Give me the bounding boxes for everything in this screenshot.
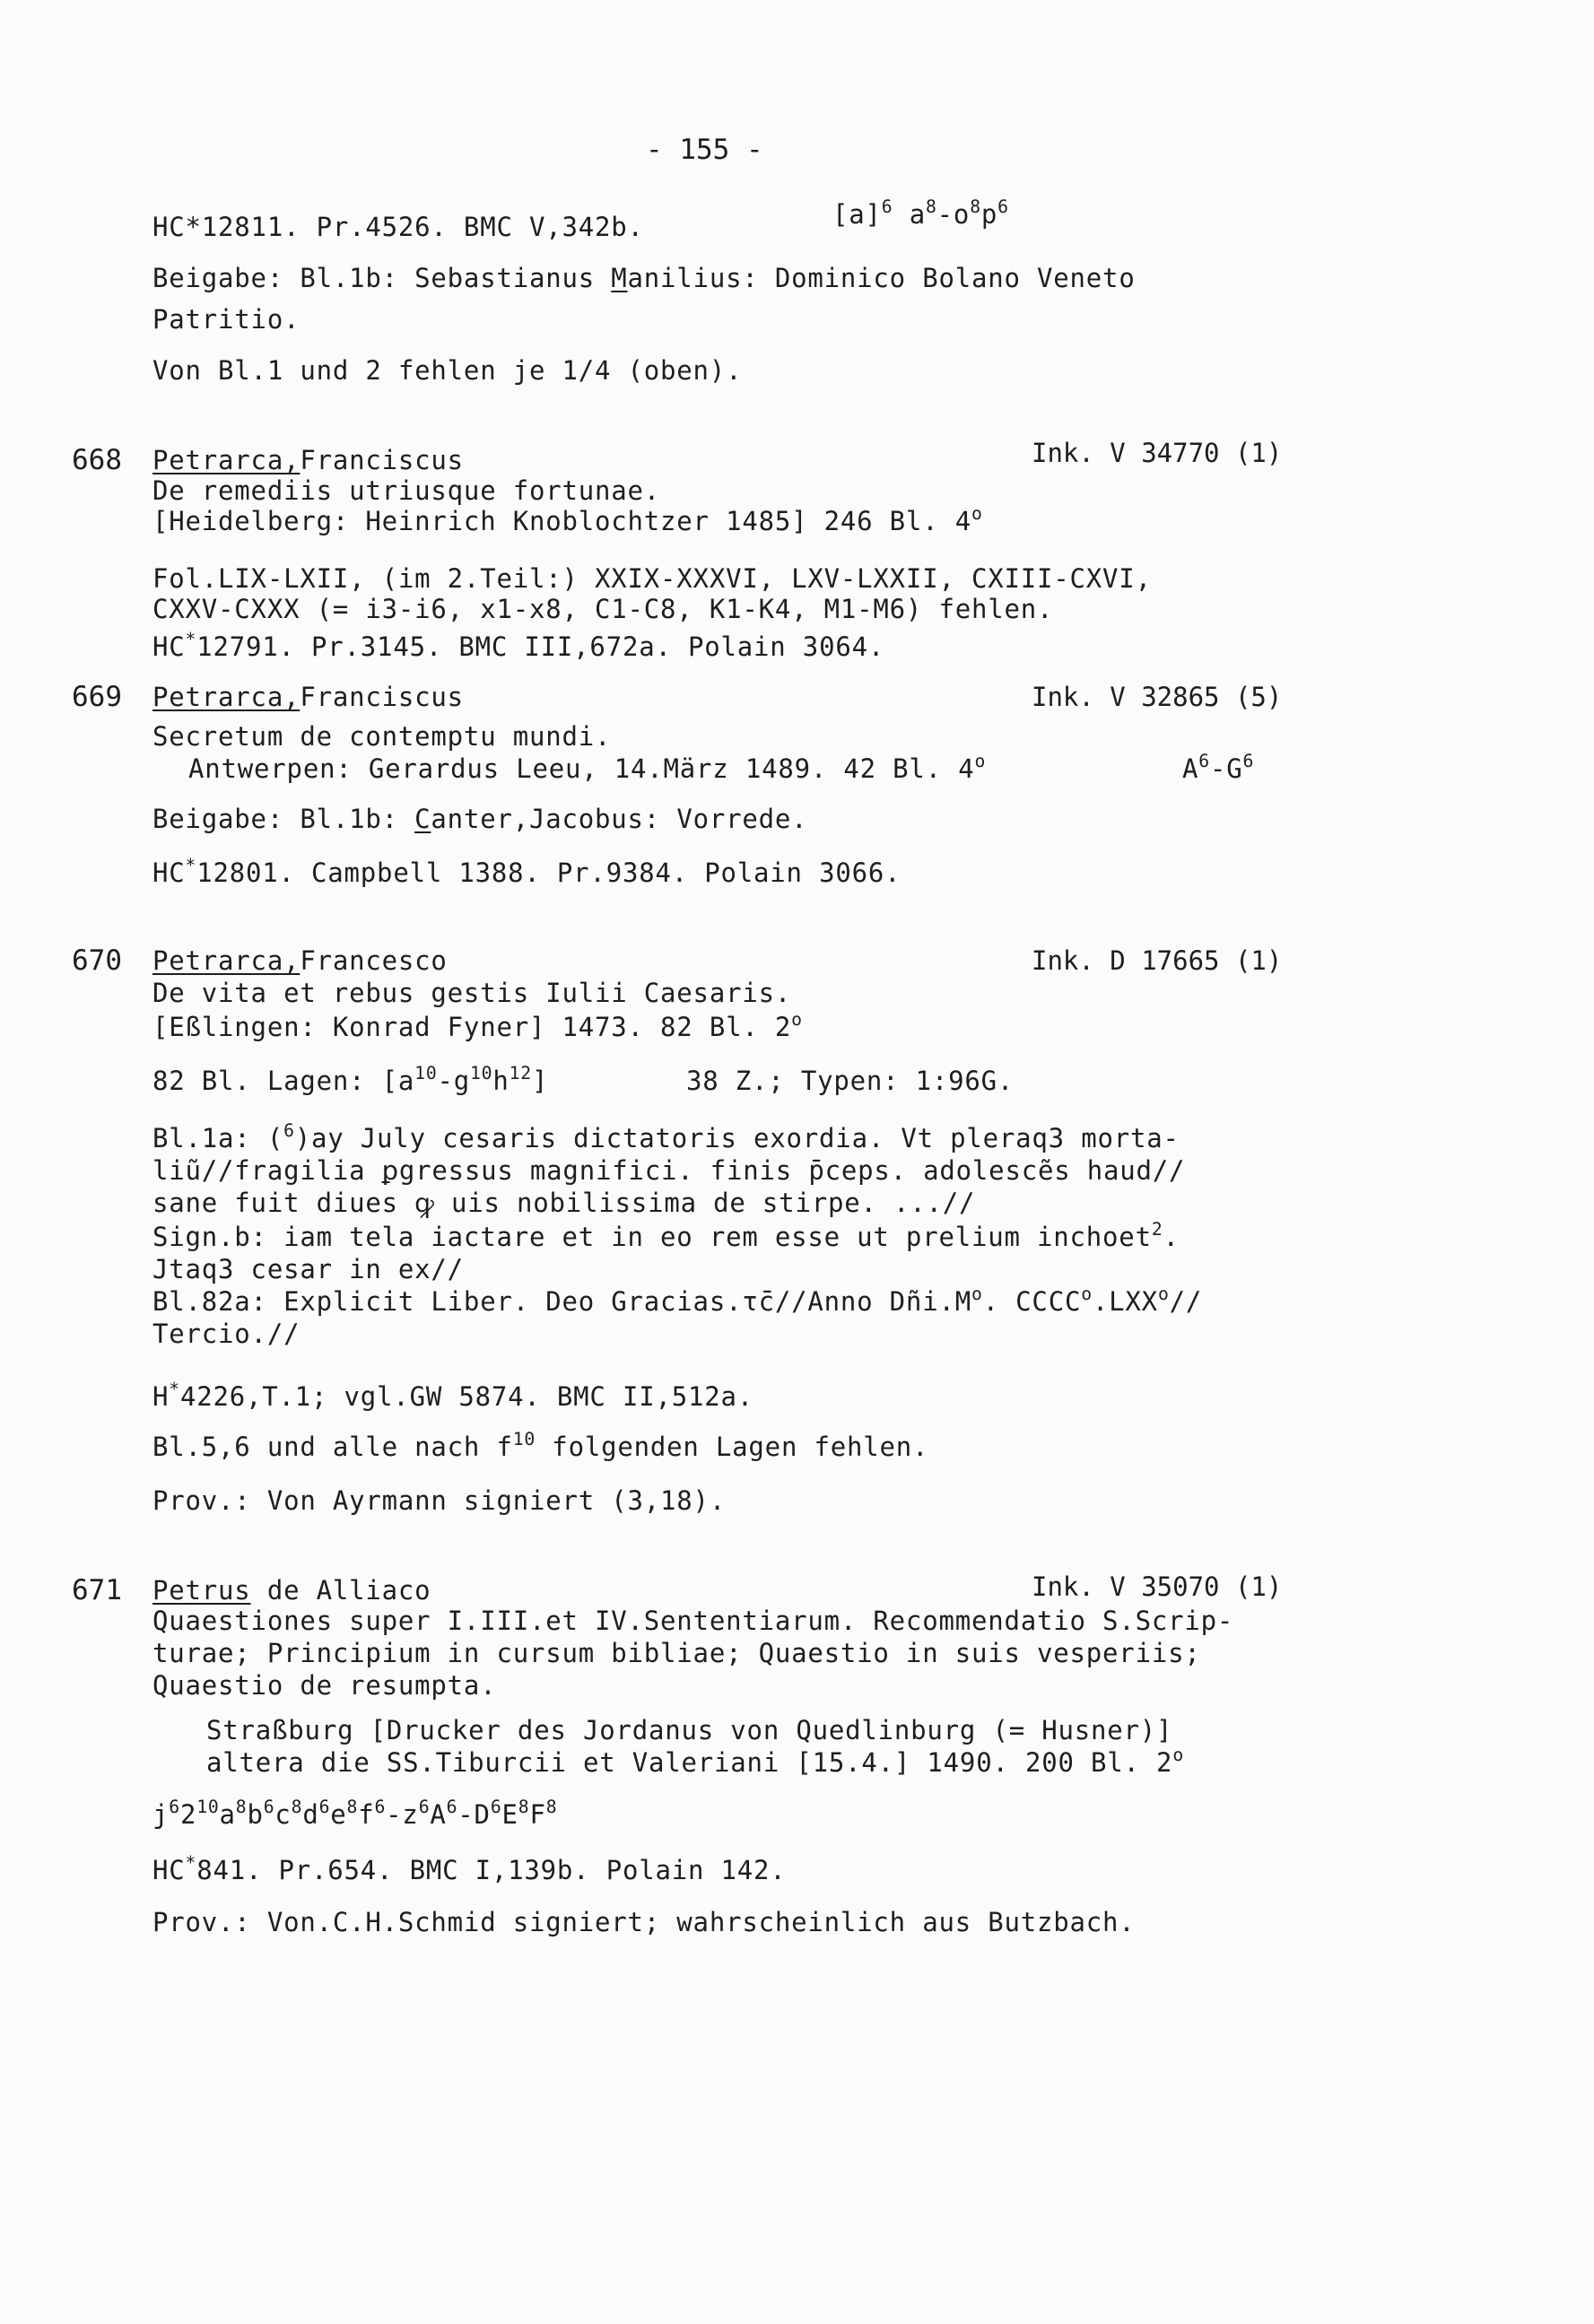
- entry-line: De remediis utriusque fortunae.: [152, 475, 661, 506]
- entry-author: Petrarca,: [152, 682, 301, 712]
- entry-line: Bl.1a: ($^6$)ay July cesaris dictatoris exordia. Vt pleraq3 morta-: [152, 1119, 1180, 1153]
- cont-note: Von Bl.1 und 2 fehlen je 1/4 (oben).: [152, 355, 743, 386]
- entry-line: liũ//fragilia ꝑgressus magnifici. finis p̄ceps. adolescẽs haud//: [152, 1155, 1186, 1186]
- entry-number: 669: [72, 681, 122, 713]
- cont-ref: HC*12811. Pr.4526. BMC V,342b.: [152, 212, 644, 242]
- entry-line: Fol.LIX-LXII, (im 2.Teil:) XXIX-XXXVI, LXV-LXXII, CXIII-CXVI,: [152, 563, 1152, 594]
- entry-line: [Eßlingen: Konrad Fyner] 1473. 82 Bl. 2$^o$: [152, 1008, 803, 1042]
- entry-line: altera die SS.Tiburcii et Valeriani [15.4.] 1490. 200 Bl. 2$^o$: [206, 1744, 1184, 1778]
- entry-line: Secretum de contemptu mundi.: [152, 721, 612, 752]
- entry-name: Franciscus: [300, 682, 464, 712]
- entry-line: [Heidelberg: Heinrich Knoblochtzer 1485] 246 Bl. 4$^o$: [152, 502, 983, 536]
- entry-line: Sign.b: iam tela iactare et in eo rem esse ut prelium inchoet$^2$.: [152, 1218, 1180, 1252]
- entry-name: Francesco: [300, 945, 448, 976]
- entry-author: Petrarca,: [152, 945, 301, 976]
- page-number: - 155 -: [646, 134, 763, 166]
- entry-line: turae; Principium in cursum bibliae; Quaestio in suis vesperiis;: [152, 1638, 1201, 1668]
- entry-line: Tercio.//: [152, 1319, 301, 1349]
- entry-heading: [152, 682, 464, 712]
- entry-line: HC*12791. Pr.3145. BMC III,672a. Polain 3064.: [152, 628, 885, 662]
- cont-beigabe: Beigabe: Bl.1b: Sebastianus Manilius: Dominico Bolano Veneto: [152, 263, 1136, 293]
- entry-line: HC*12801. Campbell 1388. Pr.9384. Polain 3066.: [152, 854, 902, 888]
- shelfmark: Ink. V 35070 (1): [1032, 1571, 1283, 1602]
- cont-collation: $[a]^6$ $a^8-o^8p^6$: [832, 196, 1009, 230]
- entry-line: CXXV-CXXX (= i3-i6, x1-x8, C1-C8, K1-K4, M1-M6) fehlen.: [152, 594, 1054, 624]
- shelfmark: Ink. V 34770 (1): [1032, 438, 1283, 468]
- entry-line: De vita et rebus gestis Iulii Caesaris.: [152, 978, 792, 1008]
- entry-number: 670: [72, 944, 122, 977]
- entry-line: Bl.5,6 und alle nach $f^{10}$ folgenden Lagen fehlen.: [152, 1428, 929, 1462]
- entry-line: Beigabe: Bl.1b: Canter,Jacobus: Vorrede.: [152, 804, 808, 834]
- entry-line: 82 Bl. Lagen: $[a^{10}-g^{10}h^{12}]$: [152, 1062, 549, 1096]
- entry-line: Antwerpen: Gerardus Leeu, 14.März 1489. 42 Bl. 4$^o$: [188, 750, 987, 784]
- entry-heading: [152, 445, 464, 475]
- entry-number: 668: [72, 444, 122, 476]
- cont-beigabe-2: Patritio.: [152, 304, 301, 335]
- entry-collation: $A^6-G^6$: [1182, 750, 1255, 784]
- entry-name: Franciscus: [300, 445, 464, 475]
- entry-number: 671: [72, 1574, 122, 1606]
- shelfmark: Ink. V 32865 (5): [1032, 682, 1283, 712]
- entry-line: sane fuit diues ꝙ uis nobilissima de stirpe. ...//: [152, 1188, 976, 1218]
- entry-line: H*4226,T.1; vgl.GW 5874. BMC II,512a.: [152, 1378, 754, 1412]
- entry-line: HC*841. Pr.654. BMC I,139b. Polain 142.: [152, 1851, 787, 1885]
- entry-line: Straßburg [Drucker des Jordanus von Quedlinburg (= Husner)]: [206, 1715, 1173, 1745]
- entry-line: Prov.: Von Ayrmann signiert (3,18).: [152, 1485, 727, 1516]
- entry-author: Petrus: [152, 1575, 251, 1606]
- entry-author: Petrarca,: [152, 445, 301, 475]
- entry-heading: [152, 945, 448, 976]
- entry-heading: [152, 1575, 431, 1606]
- entry-line: Quaestiones super I.III.et IV.Sententiarum. Recommendatio S.Scrip-: [152, 1606, 1234, 1636]
- entry-line: 38 Z.; Typen: 1:96G.: [686, 1066, 1015, 1096]
- entry-line: Prov.: Von.C.H.Schmid signiert; wahrscheinlich aus Butzbach.: [152, 1907, 1136, 1937]
- entry-line: Bl.82a: Explicit Liber. Deo Gracias.τc̄//Anno $Dñi.M^o$. CCCC$^o$.LXX$^o$//: [152, 1283, 1203, 1317]
- entry-line: Quaestio de resumpta.: [152, 1670, 497, 1701]
- shelfmark: Ink. D 17665 (1): [1032, 945, 1283, 976]
- entry-name: de Alliaco: [266, 1575, 431, 1606]
- entry-line: Jtaq3 cesar in ex//: [152, 1254, 464, 1284]
- entry-collation: $j^62^{10}a^8b^6c^8d^6e^8f^6-z^6A^6-D^6E^8F^8$: [152, 1796, 558, 1830]
